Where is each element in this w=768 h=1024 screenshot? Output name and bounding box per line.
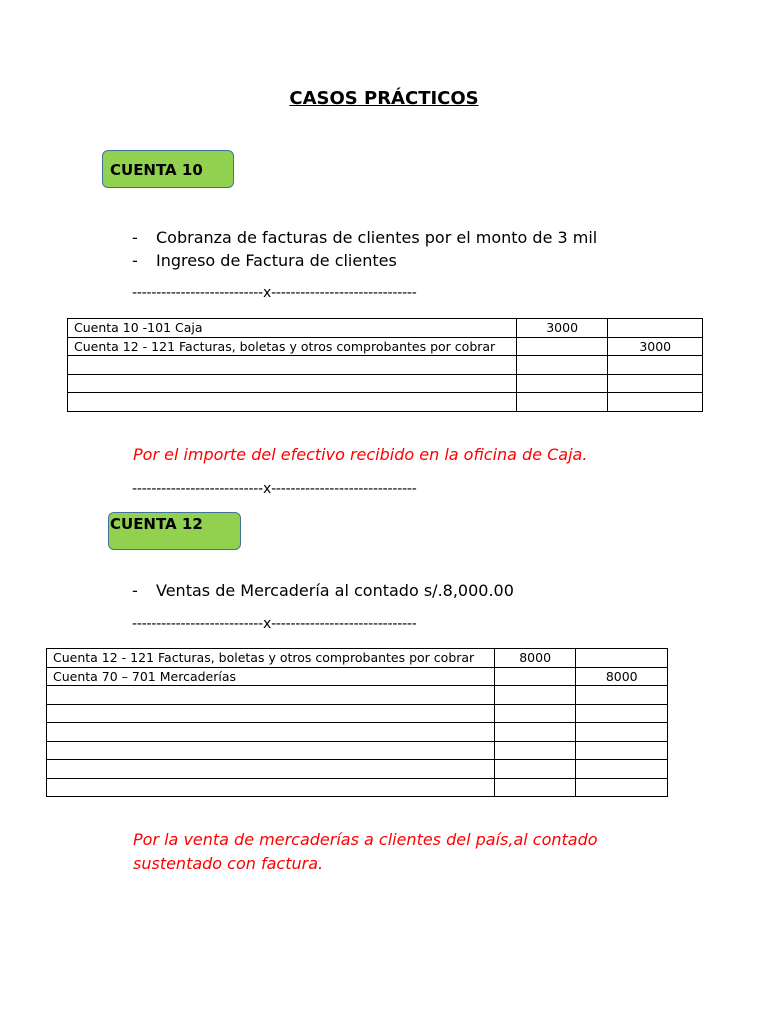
- cuenta-10-label: CUENTA 10: [110, 161, 203, 179]
- credit-cell: [576, 686, 668, 705]
- table-row: [47, 686, 668, 705]
- account-cell: Cuenta 10 -101 Caja: [68, 319, 517, 338]
- case2-bullet-list: [132, 579, 514, 602]
- credit-cell: [576, 760, 668, 779]
- account-cell: [47, 723, 495, 742]
- account-cell: Cuenta 70 – 701 Mercaderías: [47, 667, 495, 686]
- table-row: [47, 741, 668, 760]
- case2-note-line-2: sustentado con factura.: [133, 854, 324, 873]
- case2-ledger-table: [46, 648, 668, 797]
- debit-cell: [516, 393, 608, 412]
- credit-cell: [608, 356, 703, 375]
- cuenta-12-label: CUENTA 12: [110, 515, 203, 533]
- credit-cell: 3000: [608, 337, 703, 356]
- page-title: CASOS PRÁCTICOS: [289, 88, 479, 109]
- credit-cell: [608, 374, 703, 393]
- separator-1: ---------------------------x------------------------------: [132, 285, 417, 301]
- table-row: [47, 704, 668, 723]
- debit-cell: 3000: [516, 319, 608, 338]
- account-cell: Cuenta 12 - 121 Facturas, boletas y otros comprobantes por cobrar: [68, 337, 517, 356]
- table-row: [47, 760, 668, 779]
- debit-cell: [494, 741, 576, 760]
- account-cell: Cuenta 12 - 121 Facturas, boletas y otros comprobantes por cobrar: [47, 649, 495, 668]
- account-cell: [47, 741, 495, 760]
- cuenta-10-badge: [102, 150, 234, 188]
- debit-cell: [516, 337, 608, 356]
- case2-note: [133, 828, 598, 876]
- table-row: [47, 649, 668, 668]
- table-row: [47, 778, 668, 797]
- list-item: - Ventas de Mercadería al contado s/.8,000.00: [132, 581, 514, 600]
- table-row: [68, 374, 703, 393]
- separator-2: ---------------------------x------------------------------: [132, 481, 417, 497]
- credit-cell: [576, 778, 668, 797]
- case1-bullet-list: [132, 226, 597, 272]
- account-cell: [68, 393, 517, 412]
- credit-cell: [576, 723, 668, 742]
- table-row: [68, 393, 703, 412]
- credit-cell: [608, 393, 703, 412]
- table-row: [47, 723, 668, 742]
- case2-note-line-1: Por la venta de mercaderías a clientes del país,al contado: [133, 830, 598, 849]
- debit-cell: [494, 778, 576, 797]
- credit-cell: [576, 741, 668, 760]
- cuenta-12-badge: [108, 512, 241, 550]
- account-cell: [68, 356, 517, 375]
- credit-cell: [576, 704, 668, 723]
- case1-note: Por el importe del efectivo recibido en la oficina de Caja.: [133, 445, 588, 464]
- debit-cell: [494, 686, 576, 705]
- debit-cell: [494, 704, 576, 723]
- debit-cell: [516, 356, 608, 375]
- account-cell: [47, 760, 495, 779]
- credit-cell: [608, 319, 703, 338]
- account-cell: [47, 778, 495, 797]
- table-row: [68, 337, 703, 356]
- account-cell: [47, 686, 495, 705]
- table-row: [47, 667, 668, 686]
- credit-cell: [576, 649, 668, 668]
- table-row: [68, 319, 703, 338]
- account-cell: [47, 704, 495, 723]
- debit-cell: 8000: [494, 649, 576, 668]
- debit-cell: [516, 374, 608, 393]
- list-item: - Ingreso de Factura de clientes: [132, 251, 397, 270]
- debit-cell: [494, 760, 576, 779]
- debit-cell: [494, 723, 576, 742]
- list-item: - Cobranza de facturas de clientes por el monto de 3 mil: [132, 228, 598, 247]
- separator-3: ---------------------------x------------------------------: [132, 616, 417, 632]
- table-row: [68, 356, 703, 375]
- credit-cell: 8000: [576, 667, 668, 686]
- account-cell: [68, 374, 517, 393]
- case1-ledger-table: [67, 318, 703, 412]
- debit-cell: [494, 667, 576, 686]
